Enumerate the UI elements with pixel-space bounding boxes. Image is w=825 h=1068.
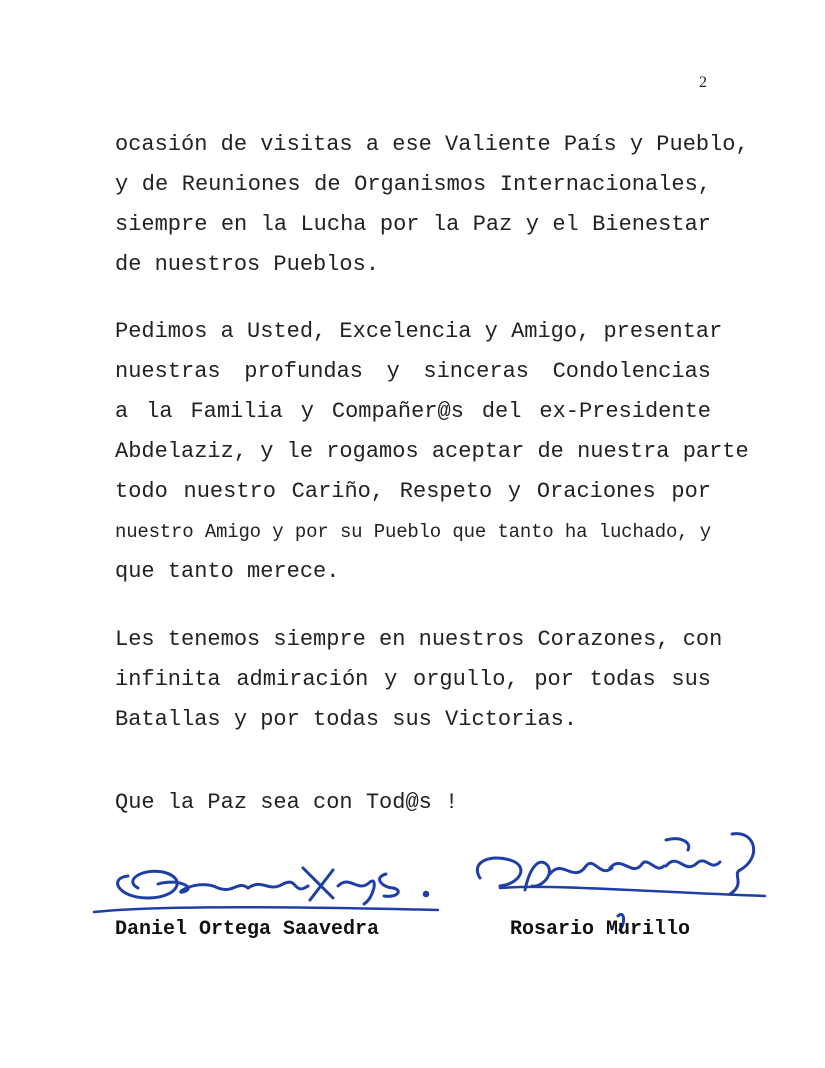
text-line: Abdelaziz, y le rogamos aceptar de nuestra parte [115,439,749,464]
signature-ortega [88,848,448,920]
text-line: Les tenemos siempre en nuestros Corazones, con [115,627,723,652]
text-line: infinita admiración y orgullo, por todas sus [115,667,711,692]
text-line: nuestras profundas y sinceras Condolencias [115,359,711,384]
text-line: siempre en la Lucha por la Paz y el Bienestar [115,212,711,237]
text-line: que tanto merece. [115,559,340,584]
signer-name-murillo: Rosario Murillo [510,918,691,941]
page-number: 2 [699,74,707,91]
text-line: de nuestros Pueblos. [115,252,380,277]
text-line: a la Familia y Compañer@s del ex-Presidente [115,399,711,424]
paragraph-2 [115,312,749,592]
text-line: y de Reuniones de Organismos Internacionales, [115,172,711,197]
closing-line: Que la Paz sea con Tod@s ! [115,790,459,815]
paragraph-1 [115,125,749,285]
text-line: ocasión de visitas a ese Valiente País y Pueblo, [115,132,749,157]
text-line: Batallas y por todas sus Victorias. [115,707,578,732]
text-line: todo nuestro Cariño, Respeto y Oraciones por [115,479,711,504]
paragraph-3 [115,620,723,740]
text-line: Pedimos a Usted, Excelencia y Amigo, presentar [115,319,723,344]
signer-name-ortega: Daniel Ortega Saavedra [115,918,380,941]
text-line: nuestro Amigo y por su Pueblo que tanto ha luchado, y [115,521,711,543]
